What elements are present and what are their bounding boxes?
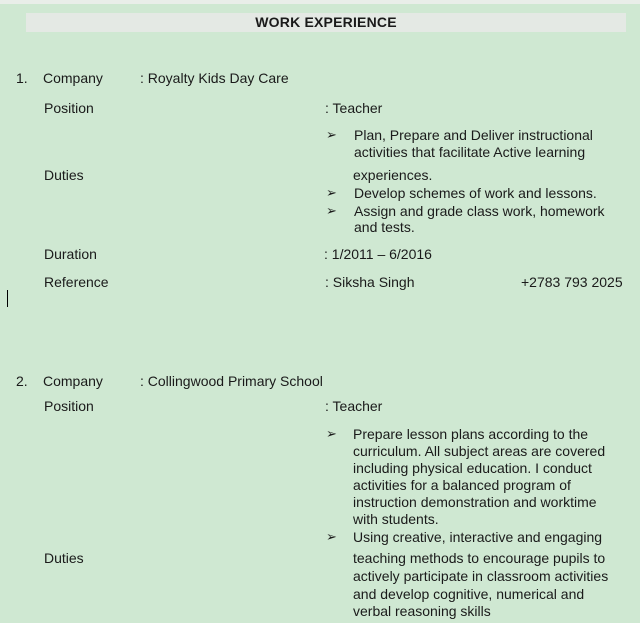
job-1-position-label: Position [44, 100, 94, 116]
job-1-reference-phone: +2783 793 2025 [521, 274, 623, 290]
job-1-duty-3-bullet: ➢ [326, 204, 337, 219]
job-1-duty-3-line-1: Assign and grade class work, homework [354, 203, 605, 219]
job-2-number: 2. [16, 373, 28, 389]
section-title: WORK EXPERIENCE [26, 13, 626, 32]
job-1-duty-2-line-1: Develop schemes of work and lessons. [354, 185, 597, 201]
job-1-duration-value: : 1/2011 – 6/2016 [324, 246, 432, 262]
job-1-number: 1. [16, 70, 28, 86]
top-edge [0, 0, 640, 4]
job-2-duty-2-bullet: ➢ [326, 530, 337, 545]
job-1-duty-1-line-1: Plan, Prepare and Deliver instructional [354, 127, 593, 143]
job-1-position-value: : Teacher [325, 100, 383, 116]
job-2-duty-2-line-2: teaching methods to encourage pupils to [353, 550, 606, 566]
job-2-duty-2-line-5: verbal reasoning skills [353, 603, 491, 619]
job-2-duties-label: Duties [44, 550, 84, 566]
job-2-duty-2-line-3: actively participate in classroom activities [353, 568, 609, 584]
job-1-reference-value: : Siksha Singh [325, 274, 415, 290]
job-1-duty-2-bullet: ➢ [326, 186, 337, 201]
job-2-company-label: Company [43, 373, 103, 389]
job-1-duty-3-line-2: and tests. [354, 219, 415, 235]
job-2-duty-1-bullet: ➢ [326, 427, 337, 442]
job-1-duty-1-line-3: experiences. [353, 167, 433, 183]
job-1-duty-1-line-2: activities that facilitate Active learning [354, 144, 586, 160]
job-2-duty-1-line-3: including physical education. I conduct [353, 460, 592, 476]
job-2-duty-1-line-1: Prepare lesson plans according to the [353, 426, 589, 442]
job-2-company-value: : Collingwood Primary School [140, 373, 323, 389]
job-2-duty-2-line-4: and develop cognitive, numerical and [353, 586, 585, 602]
job-1-company-value: : Royalty Kids Day Care [140, 70, 289, 86]
job-2-duty-1-line-5: instruction demonstration and worktime [353, 494, 597, 510]
job-2-duty-1-line-2: curriculum. All subject areas are covered [353, 443, 606, 459]
job-2-duty-1-line-6: with students. [353, 511, 439, 527]
job-2-position-label: Position [44, 398, 94, 414]
text-cursor [7, 290, 8, 307]
job-1-duties-label: Duties [44, 167, 84, 183]
job-2-position-value: : Teacher [325, 398, 383, 414]
job-2-duty-2-line-1: Using creative, interactive and engaging [353, 529, 603, 545]
job-2-duty-1-line-4: activities for a balanced program of [353, 477, 571, 493]
job-1-reference-label: Reference [44, 274, 109, 290]
job-1-duration-label: Duration [44, 246, 97, 262]
job-1-duty-1-bullet: ➢ [326, 128, 337, 143]
job-1-company-label: Company [43, 70, 103, 86]
